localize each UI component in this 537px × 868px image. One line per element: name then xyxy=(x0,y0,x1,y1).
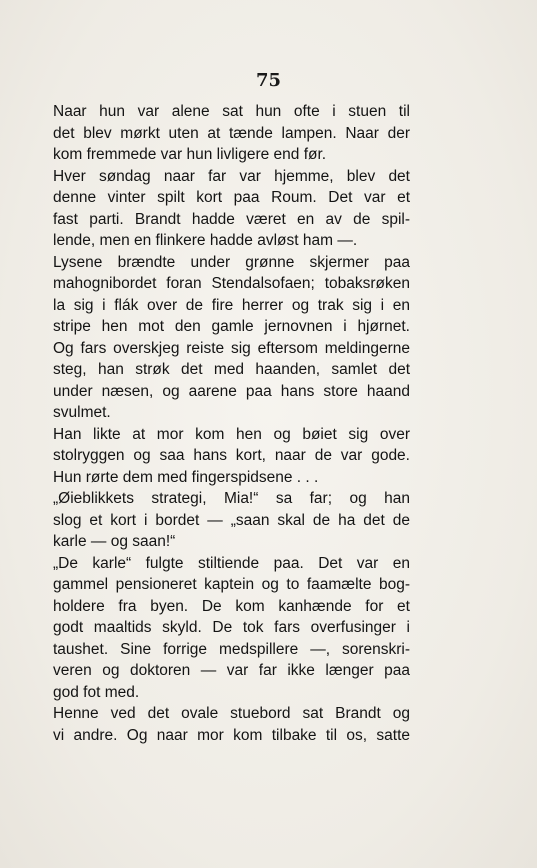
paragraph xyxy=(53,424,410,489)
text-line: Henne ved det ovale stuebord sat Brandt og xyxy=(53,705,410,722)
paragraph xyxy=(53,553,410,704)
page-number: 75 xyxy=(255,70,282,91)
text-line: kom fremmede var hun livligere end før. xyxy=(53,146,327,163)
text-line: Og fars overskjeg reiste sig eftersom meldingerne xyxy=(53,339,410,357)
text-line: under næsen, og aarene paa hans store haand xyxy=(53,382,410,400)
text-line: „Øieblikkets strategi, Mia!“ sa far; og han xyxy=(53,490,410,507)
text-line: la sig i flák over de fire herrer og trak sig i en xyxy=(53,296,410,314)
paragraph xyxy=(53,488,410,553)
text-line: Naar hun var alene sat hun ofte i stuen til xyxy=(53,103,410,120)
text-line: taushet. Sine forrige medspillere —, sorenskri- xyxy=(53,640,410,658)
text-line: stolryggen og saa hans kort, naar de var gode. xyxy=(53,447,410,464)
text-line: slog et kort i bordet — „saan skal de ha det de xyxy=(53,511,410,529)
text-line: karle — og saan!“ xyxy=(53,533,176,550)
text-line: Lysene brændte under grønne skjermer paa xyxy=(53,253,410,271)
text-line: „De karle“ fulgte stiltiende paa. Det var en xyxy=(53,554,410,572)
text-line: stripe hen mot den gamle jernovnen i hjørnet. xyxy=(53,318,410,335)
text-line: veren og doktoren — var far ikke længer paa xyxy=(53,662,410,679)
text-line: god fot med. xyxy=(53,683,140,701)
text-line: Han likte at mor kom hen og bøiet sig over xyxy=(53,425,410,443)
text-line: Hun rørte dem med fingerspidsene . . . xyxy=(53,468,319,486)
text-line: det blev mørkt uten at tænde lampen. Naar der xyxy=(53,124,410,142)
text-line: Hver søndag naar far var hjemme, blev det xyxy=(53,167,410,185)
paragraph xyxy=(53,101,410,166)
paragraph xyxy=(53,166,410,252)
text-line: gammel pensioneret kaptein og to faamælte bog- xyxy=(53,576,410,593)
text-line: vi andre. Og naar mor kom tilbake til os, satte xyxy=(53,726,410,744)
text-line: denne vinter spilt kort paa Roum. Det var et xyxy=(53,189,410,206)
body-text xyxy=(53,101,410,746)
paragraph xyxy=(53,252,410,424)
text-line: lende, men en flinkere hadde avløst ham —. xyxy=(53,232,358,249)
text-line: steg, han strøk det med haanden, samlet det xyxy=(53,361,410,378)
text-line: fast parti. Brandt hadde været en av de spil- xyxy=(53,210,410,228)
text-line: holdere fra byen. De kom kanhænde for et xyxy=(53,597,410,615)
paragraph xyxy=(53,703,410,746)
text-line: godt maaltids skyld. De tok fars overfusinger i xyxy=(53,619,410,636)
text-line: mahognibordet foran Stendalsofaen; tobaksrøken xyxy=(53,275,410,292)
text-line: svulmet. xyxy=(53,404,111,421)
